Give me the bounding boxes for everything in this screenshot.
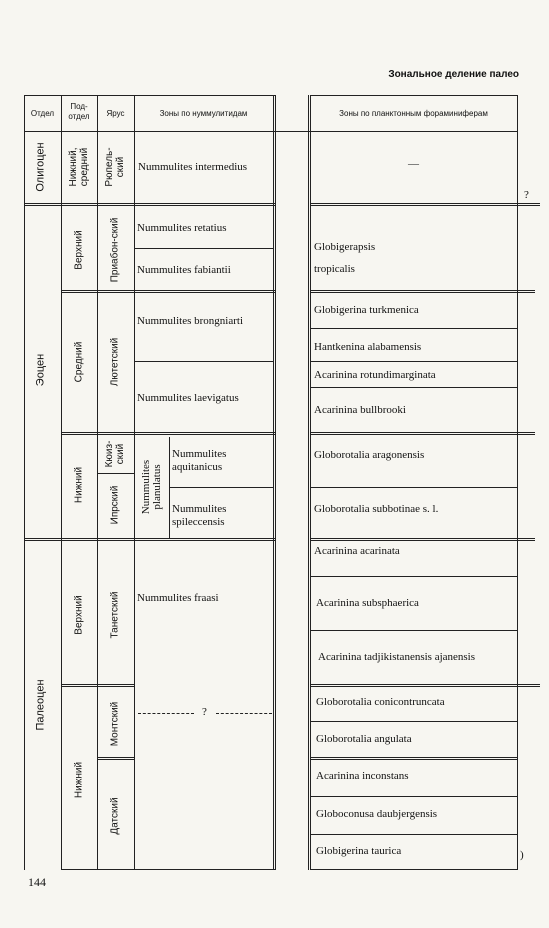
dept-oligocene: Олигоцен xyxy=(34,142,47,192)
eocene-bottom-rule-right xyxy=(310,538,535,541)
plankton-angulata: Globorotalia angulata xyxy=(316,733,412,745)
rule-angulata xyxy=(310,757,517,760)
margin-paren: ) xyxy=(520,849,524,861)
plankton-tropicalis: tropicalis xyxy=(314,263,355,275)
page-title: Зональное деление палео xyxy=(388,69,519,80)
subdept-oligo: Нижний, средний xyxy=(68,147,90,187)
stage-ypresian: Ипрский xyxy=(109,485,121,525)
zone-laevigatus: Nummulites laevigatus xyxy=(137,392,239,404)
col-line-plankton-left xyxy=(308,95,311,870)
eocene-middle-bottom-rule xyxy=(61,432,276,435)
zone-question: ? xyxy=(202,706,207,718)
subdept-eocene-lower: Нижний xyxy=(73,466,85,504)
plankton-globigerapsis: Globigerapsis xyxy=(314,241,376,253)
col-line-numm-right xyxy=(273,95,276,870)
margin-question: ? xyxy=(524,189,529,201)
stage-danian: Датский xyxy=(109,797,121,835)
subdept-paleo-upper: Верхний xyxy=(73,595,85,635)
table-bottom-rule xyxy=(61,869,276,870)
rule-alabamensis xyxy=(310,361,517,362)
subdept-eocene-middle: Средний xyxy=(73,341,85,383)
zone-planulatus: Nummulites planulatus xyxy=(140,459,163,515)
dept-paleocene: Палеоцен xyxy=(34,679,47,731)
plankton-tadjikistanensis: Acarinina tadjikistanensis ajanensis xyxy=(318,651,476,663)
plankton-rotundimarginata: Acarinina rotundimarginata xyxy=(314,369,436,381)
zone-spileccensis-1 xyxy=(172,503,242,529)
oligocene-bottom-rule xyxy=(24,203,276,206)
plankton-subsphaerica: Acarinina subsphaerica xyxy=(316,597,419,609)
table-top-rule-right xyxy=(310,95,517,96)
zone-aquitanicus-1 xyxy=(172,448,236,474)
rule-daubjergensis xyxy=(310,834,517,835)
col-line-dept xyxy=(24,95,25,870)
plankton-daubjergensis: Globoconusa daubjergensis xyxy=(316,808,438,820)
stage-lutetian: Лютетский xyxy=(109,337,121,387)
plankton-bullbrooki: Acarinina bullbrooki xyxy=(314,404,406,416)
plankton-taurica: Globigerina taurica xyxy=(316,845,402,857)
plankton-inconstans: Acarinina inconstans xyxy=(316,770,409,782)
plankton-dash: — xyxy=(408,158,419,170)
stage-thanetian: Танетский xyxy=(109,591,121,639)
rule-cuisian xyxy=(97,473,134,474)
col-line-stage xyxy=(97,95,98,870)
plankton-subbotinae: Globorotalia subbotinae s. l. xyxy=(314,503,439,515)
paleo-upper-bottom-rule-right xyxy=(310,684,540,687)
rule-acarinata xyxy=(310,576,517,577)
header-plankton: Зоны по планктонным фораминиферам xyxy=(339,109,488,118)
plankton-turkmenica: Globigerina turkmenica xyxy=(314,304,419,316)
page-number: 144 xyxy=(28,875,46,889)
rule-turkmenica xyxy=(310,328,517,329)
eocene-middle-bottom-rule-right xyxy=(310,432,535,435)
stage-rupelian: Рюпель-ский xyxy=(104,147,126,187)
rule-montian xyxy=(97,757,134,760)
rule-brongniarti xyxy=(134,361,273,362)
rule-aragonensis xyxy=(310,487,517,488)
zone-fraasi: Nummulites fraasi xyxy=(137,592,219,604)
rule-aquitanicus xyxy=(169,487,273,488)
plankton-aragonensis: Globorotalia aragonensis xyxy=(314,449,425,461)
oligocene-bottom-rule-right xyxy=(310,203,540,206)
stage-priabonian: Приабон-ский xyxy=(109,217,121,283)
rule-retatius xyxy=(134,248,273,249)
zone-spileccensis: Nummulites spileccensis xyxy=(172,503,227,528)
zone-intermedius: Nummulites intermedius xyxy=(138,161,248,173)
plankton-acarinata: Acarinina acarinata xyxy=(314,545,400,557)
header-subdept: Под- отдел xyxy=(68,102,90,121)
rule-conicontruncata xyxy=(310,721,517,722)
subdept-eocene-upper: Верхний xyxy=(73,230,85,270)
zone-aquitanicus: Nummulites aquitanicus xyxy=(172,448,227,473)
rule-rotundimarginata xyxy=(310,387,517,388)
zone-fabiantii: Nummulites fabiantii xyxy=(137,264,231,276)
plankton-alabamensis: Hantkenina alabamensis xyxy=(314,341,422,353)
col-line-numm xyxy=(134,95,135,870)
header-dept: Отдел xyxy=(30,109,55,118)
rule-subsphaerica xyxy=(310,630,517,631)
header-stage: Ярус xyxy=(106,109,125,118)
table-bottom-rule-right xyxy=(310,869,517,870)
zone-brongniarti: Nummulites brongniarti xyxy=(137,315,244,327)
dashed-boundary-right xyxy=(216,713,272,714)
paleo-upper-bottom-rule xyxy=(61,684,134,687)
dashed-boundary-left xyxy=(138,713,194,714)
col-line-plankton-right xyxy=(517,95,518,870)
header-nummulites: Зоны по нуммулитидам xyxy=(159,109,248,118)
zone-retatius: Nummulites retatius xyxy=(137,222,227,234)
plankton-conicontruncata: Globorotalia conicontruncata xyxy=(316,696,445,708)
eocene-bottom-rule xyxy=(24,538,276,541)
eocene-upper-bottom-rule xyxy=(61,290,276,293)
stage-cuisian: Кюиз-ский xyxy=(104,440,126,468)
col-line-subdept xyxy=(61,95,62,870)
eocene-upper-bottom-rule-right xyxy=(310,290,535,293)
dept-eocene: Эоцен xyxy=(34,353,47,387)
subdept-paleo-lower: Нижний xyxy=(73,761,85,799)
stage-montian: Монтский xyxy=(109,701,121,747)
rule-inconstans xyxy=(310,796,517,797)
